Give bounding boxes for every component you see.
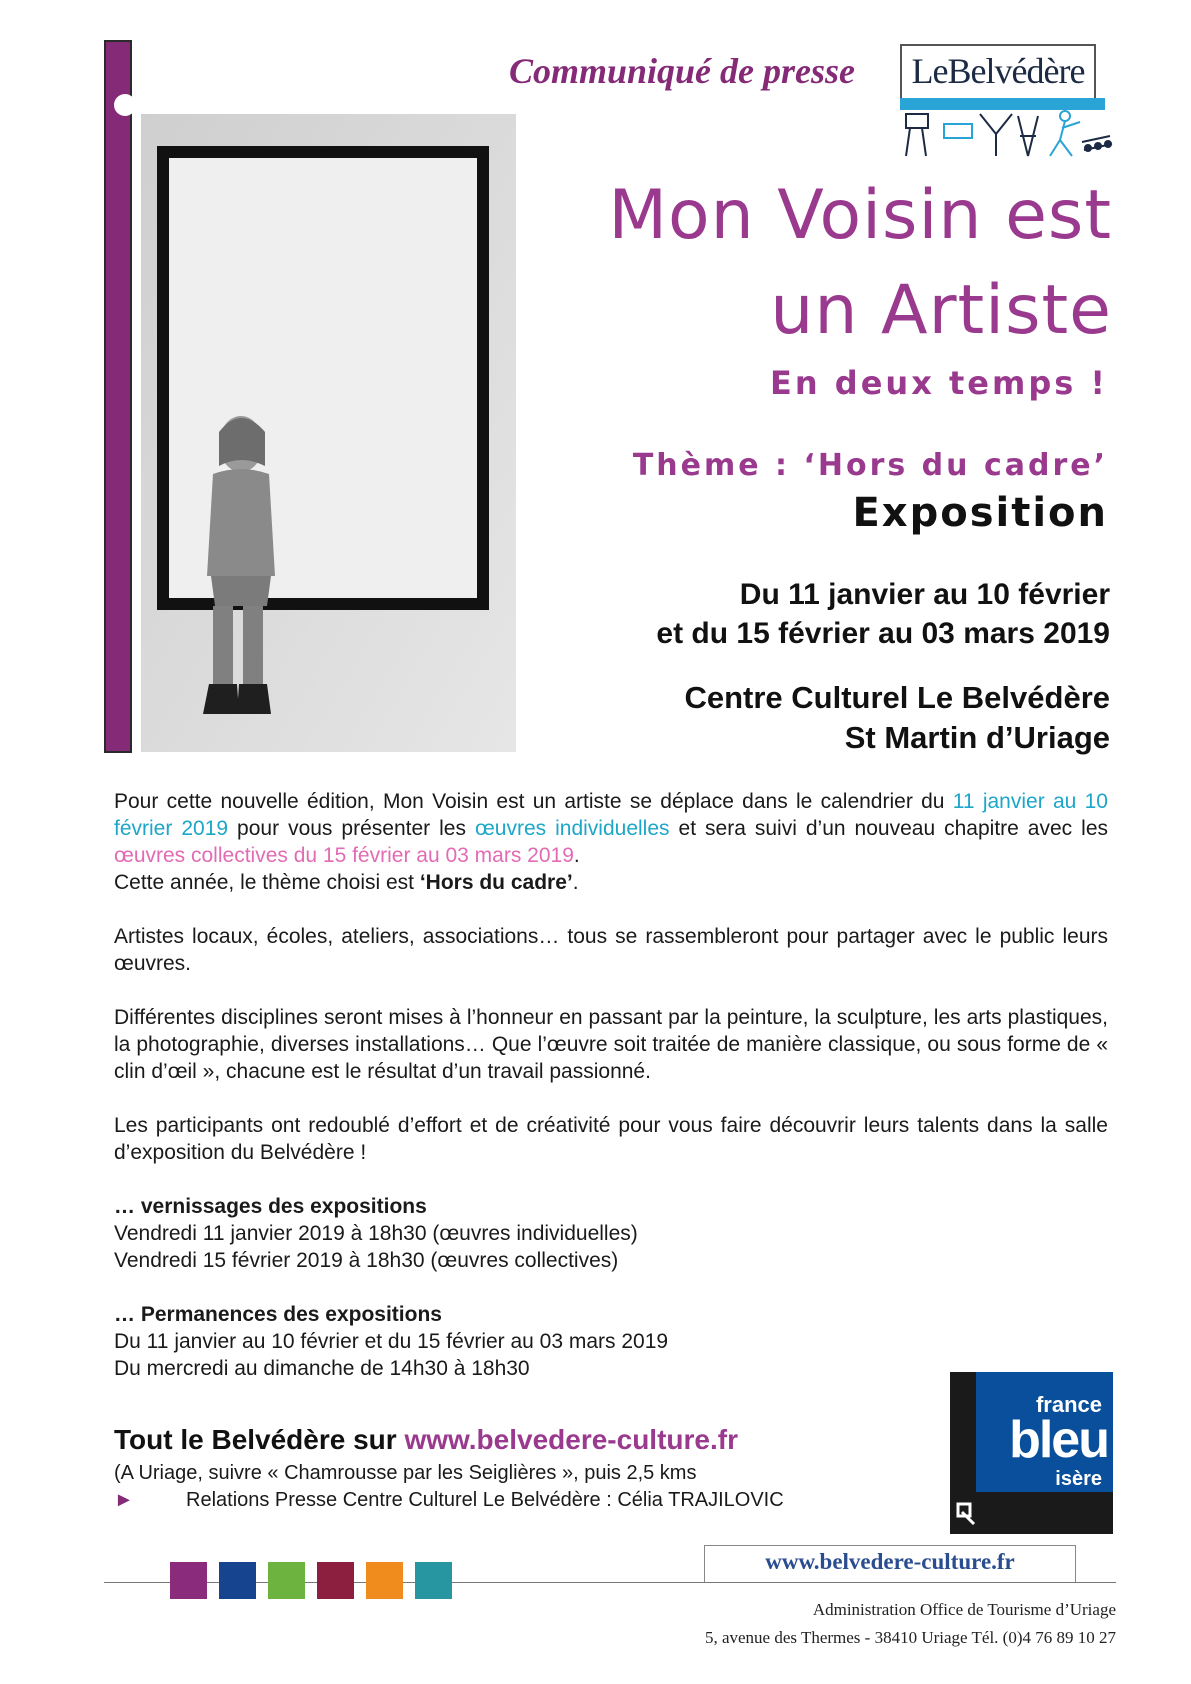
vernissage-2: Vendredi 15 février 2019 à 18h30 (œuvres collectives) (114, 1249, 619, 1272)
color-square (170, 1562, 207, 1599)
color-square (219, 1562, 256, 1599)
participants-paragraph: Les participants ont redoublé d’effort et de créativité pour vous faire découvrir leurs talents dans la salle d’exposition du Belvédère ! (114, 1114, 1108, 1164)
france-bleu-logo (950, 1372, 1113, 1534)
vernissage-heading: … vernissages des expositions (114, 1195, 427, 1218)
individual-works-highlight: œuvres individuelles (474, 817, 670, 840)
directions-note: (A Uriage, suivre « Chamrousse par les Seiglières », puis 2,5 kms (114, 1462, 697, 1484)
individual-dates-highlight: 11 janvier au 10 février 2019 (114, 790, 1108, 840)
dates-line1: Du 11 janvier au 10 février (739, 578, 1110, 611)
theme-name: ‘Hors du cadre’ (419, 871, 573, 894)
disciplines-paragraph: Différentes disciplines seront mises à l’honneur en passant par la peinture, la sculpture, les arts plastiques, la photographie, diverses installations… Que l’œuvre soit traitée de manière classique, ou sous forme de « clin d’œil », chacune est le résultat d’un travail passionné. (114, 1006, 1108, 1083)
band-notch (114, 94, 136, 116)
artwork-photo (141, 114, 516, 752)
event-theme: Thème : ‘Hors du cadre’ (632, 448, 1108, 483)
permanences-heading: … Permanences des expositions (114, 1303, 442, 1326)
administration-line: Administration Office de Tourisme d’Uriage (812, 1600, 1116, 1619)
website-link[interactable]: www.belvedere-culture.fr (404, 1424, 738, 1455)
belvedere-logo (900, 44, 1115, 162)
press-release-label: Communiqué de presse (508, 51, 855, 91)
color-square (415, 1562, 452, 1599)
venue-line2: St Martin d’Uriage (844, 720, 1110, 755)
color-square (317, 1562, 354, 1599)
france-bleu-france: france (1035, 1392, 1102, 1417)
exposition-label: Exposition (852, 490, 1108, 536)
permanences-1: Du 11 janvier au 10 février et du 15 février au 03 mars 2019 (114, 1330, 669, 1353)
france-bleu-bleu: bleu (1009, 1411, 1108, 1469)
intro-paragraph: Pour cette nouvelle édition, Mon Voisin est un artiste se déplace dans le calendrier du 11 janvier au 10 février 2019 pour vous présenter les œuvres individuelles et sera suivi d’un nouveau chapitre avec les œuvres collectives du 15 février au 03 mars 2019. (114, 790, 1108, 867)
color-square (366, 1562, 403, 1599)
color-square (268, 1562, 305, 1599)
france-bleu-isere: isère (1055, 1468, 1102, 1490)
footer-website-link[interactable]: www.belvedere-culture.fr (765, 1549, 1015, 1574)
event-title-line1: Mon Voisin est (608, 176, 1112, 255)
left-accent-band (104, 40, 132, 753)
event-subtitle: En deux temps ! (770, 364, 1108, 402)
france-bleu-mark-icon (954, 1500, 976, 1528)
artists-paragraph: Artistes locaux, écoles, ateliers, associations… tous se rassembleront pour partager avec le public leurs œuvres. (114, 925, 1108, 975)
logo-arts-figures-icon (900, 106, 1115, 162)
vernissage-1: Vendredi 11 janvier 2019 à 18h30 (œuvres individuelles) (114, 1222, 638, 1245)
collective-works-highlight: œuvres collectives du 15 février au 03 mars 2019 (114, 844, 574, 867)
event-title (500, 168, 1112, 358)
venue-line1: Centre Culturel Le Belvédère (684, 680, 1110, 715)
address-line: 5, avenue des Thermes - 38410 Uriage Tél. (0)4 76 89 10 27 (704, 1628, 1116, 1647)
event-title-line2: un Artiste (770, 271, 1112, 350)
logo-wordmark: LeBelvédère (911, 51, 1085, 91)
dates-line2: et du 15 février au 03 mars 2019 (656, 617, 1110, 650)
press-contact: ► Relations Presse Centre Culturel Le Belvédère : Célia TRAJILOVIC (114, 1489, 784, 1511)
permanences-2: Du mercredi au dimanche de 14h30 à 18h30 (114, 1357, 530, 1380)
arrow-right-icon: ► (114, 1489, 134, 1511)
theme-paragraph: Cette année, le thème choisi est ‘Hors du cadre’. (114, 871, 579, 894)
press-body (114, 788, 1108, 1382)
website-callout: Tout le Belvédère sur www.belvedere-culture.fr (114, 1424, 738, 1455)
